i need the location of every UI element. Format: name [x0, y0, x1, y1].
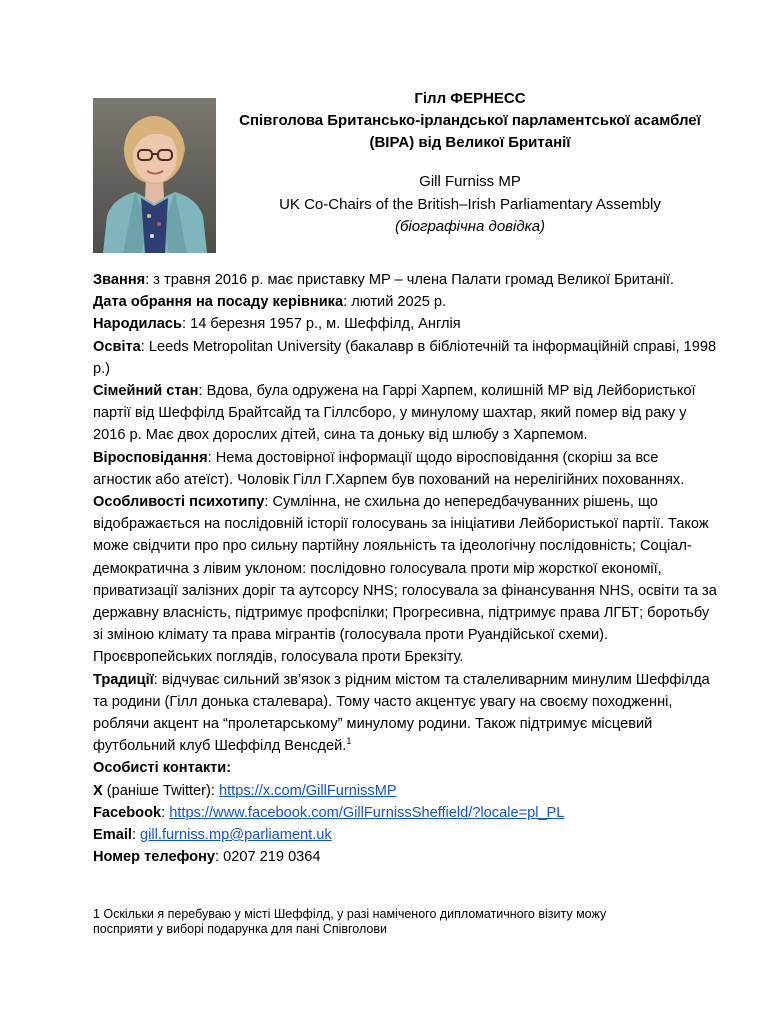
document-subtitle: (біографічна довідка): [394, 218, 546, 235]
family-label: Сімейний стан: [93, 383, 199, 400]
phone-contact-paragraph: [93, 846, 718, 868]
portrait-photo: [93, 98, 216, 253]
phone-label: Номер телефону: [93, 849, 216, 866]
footnote: 1 Оскільки я перебуваю у місті Шеффілд, у разі наміченого дипломатичного візиту можу посприяти у виборі подарунка для пані Співголови: [93, 907, 607, 936]
email-label: Email: [93, 827, 132, 844]
religion-paragraph: [93, 447, 718, 491]
born-text: : 14 березня 1957 р., м. Шеффілд, Англія: [182, 316, 461, 333]
rank-text: : з травня 2016 р. має приставку MP – члена Палати громад Великої Британії.: [145, 272, 674, 288]
phone-text: : 0207 219 0364: [215, 849, 321, 866]
facebook-label: Facebook: [93, 804, 162, 821]
elected-text: : лютий 2025 р.: [343, 294, 447, 311]
elected-label: Дата обрання на посаду керівника: [93, 294, 344, 311]
document-header: [222, 88, 718, 239]
traditions-label: Традиції: [93, 671, 154, 688]
x-profile-link[interactable]: https://x.com/GillFurnissMP: [219, 782, 397, 799]
x-label: X: [93, 782, 103, 799]
education-text: : Leeds Metropolitan University (бакалавр в бібліотечній та інформаційній справі, 1998 р.): [93, 338, 717, 377]
born-paragraph: [93, 313, 718, 335]
education-paragraph: [93, 336, 718, 380]
contacts-heading-paragraph: [93, 757, 718, 779]
biography-body: [93, 269, 718, 868]
email-text: :: [131, 827, 141, 844]
email-contact-paragraph: [93, 824, 718, 846]
family-paragraph: [93, 380, 718, 447]
facebook-profile-link[interactable]: https://www.facebook.com/GillFurnissSheffield/?locale=pl_PL: [169, 804, 565, 821]
traditions-text: : відчуває сильний зв’язок з рідним містом та сталеливарним минулим Шеффілда та родини (Гілл донька сталевара). Тому часто акцентує увагу на своєму походженні, роблячи акцент на “пролетарському” минулому родини. Також підтримує місцевий футбольний клуб Шеффілд Венсдей.: [93, 671, 710, 755]
elected-paragraph: [93, 291, 718, 313]
x-text: (раніше Twitter):: [102, 782, 220, 799]
x-contact-paragraph: [93, 780, 718, 802]
contacts-heading: Особисті контакти:: [93, 760, 232, 777]
education-label: Освіта: [93, 338, 141, 355]
religion-text: : Нема достовірної інформації щодо віросповідання (скоріш за все агностик або атеїст). Чоловік Гілл Г.Харпем був похований на нерелігійних похованнях.: [93, 449, 685, 488]
facebook-contact-paragraph: [93, 802, 718, 824]
born-label: Народилась: [93, 316, 183, 333]
family-text: : Вдова, була одружена на Гаррі Харпем, колишній MP від Лейбористької партії від Шеффілд Брайтсайд та Гіллсборо, у минулому шахтар, який помер від раку у 2016 р. Має двох дорослих дітей, сина та доньку від шлюбу з Харпемом.: [93, 383, 696, 444]
religion-label: Віросповідання: [93, 449, 208, 466]
psychotype-text: : Сумлінна, не схильна до непередбачуванних рішень, що відображається на послідовній історії голосувань за ініціативи Лейбористької партії. Також може свідчити про про сильну партійну лояльність та ідеологічну послідовність; Соціал-демократична з лівим уклоном: послідовно голосувала проти мір жорсткої економії, приватизації залізних доріг та аутсорсу NHS; голосувала за фінансування NHS, освіти та за державну власність, підтримує профспілки; Прогресивна, підтримує права ЛГБТ; боротьбу зі зміною клімату та права мігрантів (голосувала проти Руандійської схеми). Проєвропейських поглядів, голосувала проти Брекзіту.: [93, 494, 717, 666]
person-name-en: Gill Furniss MP: [419, 173, 521, 190]
psychotype-label: Особливості психотипу: [93, 494, 265, 511]
person-name-ua: Гілл ФЕРНЕСС: [414, 90, 526, 107]
position-title-ua-line1: Співголова Британсько-ірландської парламентської асамблеї: [239, 112, 701, 129]
position-title-en: UK Co-Chairs of the British–Irish Parliamentary Assembly: [279, 195, 661, 213]
rank-label: Звання: [93, 272, 146, 288]
rank-paragraph: [93, 269, 718, 291]
email-link[interactable]: gill.furniss.mp@parliament.uk: [140, 827, 332, 844]
traditions-paragraph: [93, 669, 718, 758]
footnote-reference[interactable]: 1: [346, 736, 352, 747]
psychotype-paragraph: [93, 491, 718, 669]
facebook-text: :: [161, 804, 170, 821]
position-title-ua-line2: (BIPA) від Великої Британії: [369, 134, 571, 151]
portrait-icon: [93, 98, 216, 253]
